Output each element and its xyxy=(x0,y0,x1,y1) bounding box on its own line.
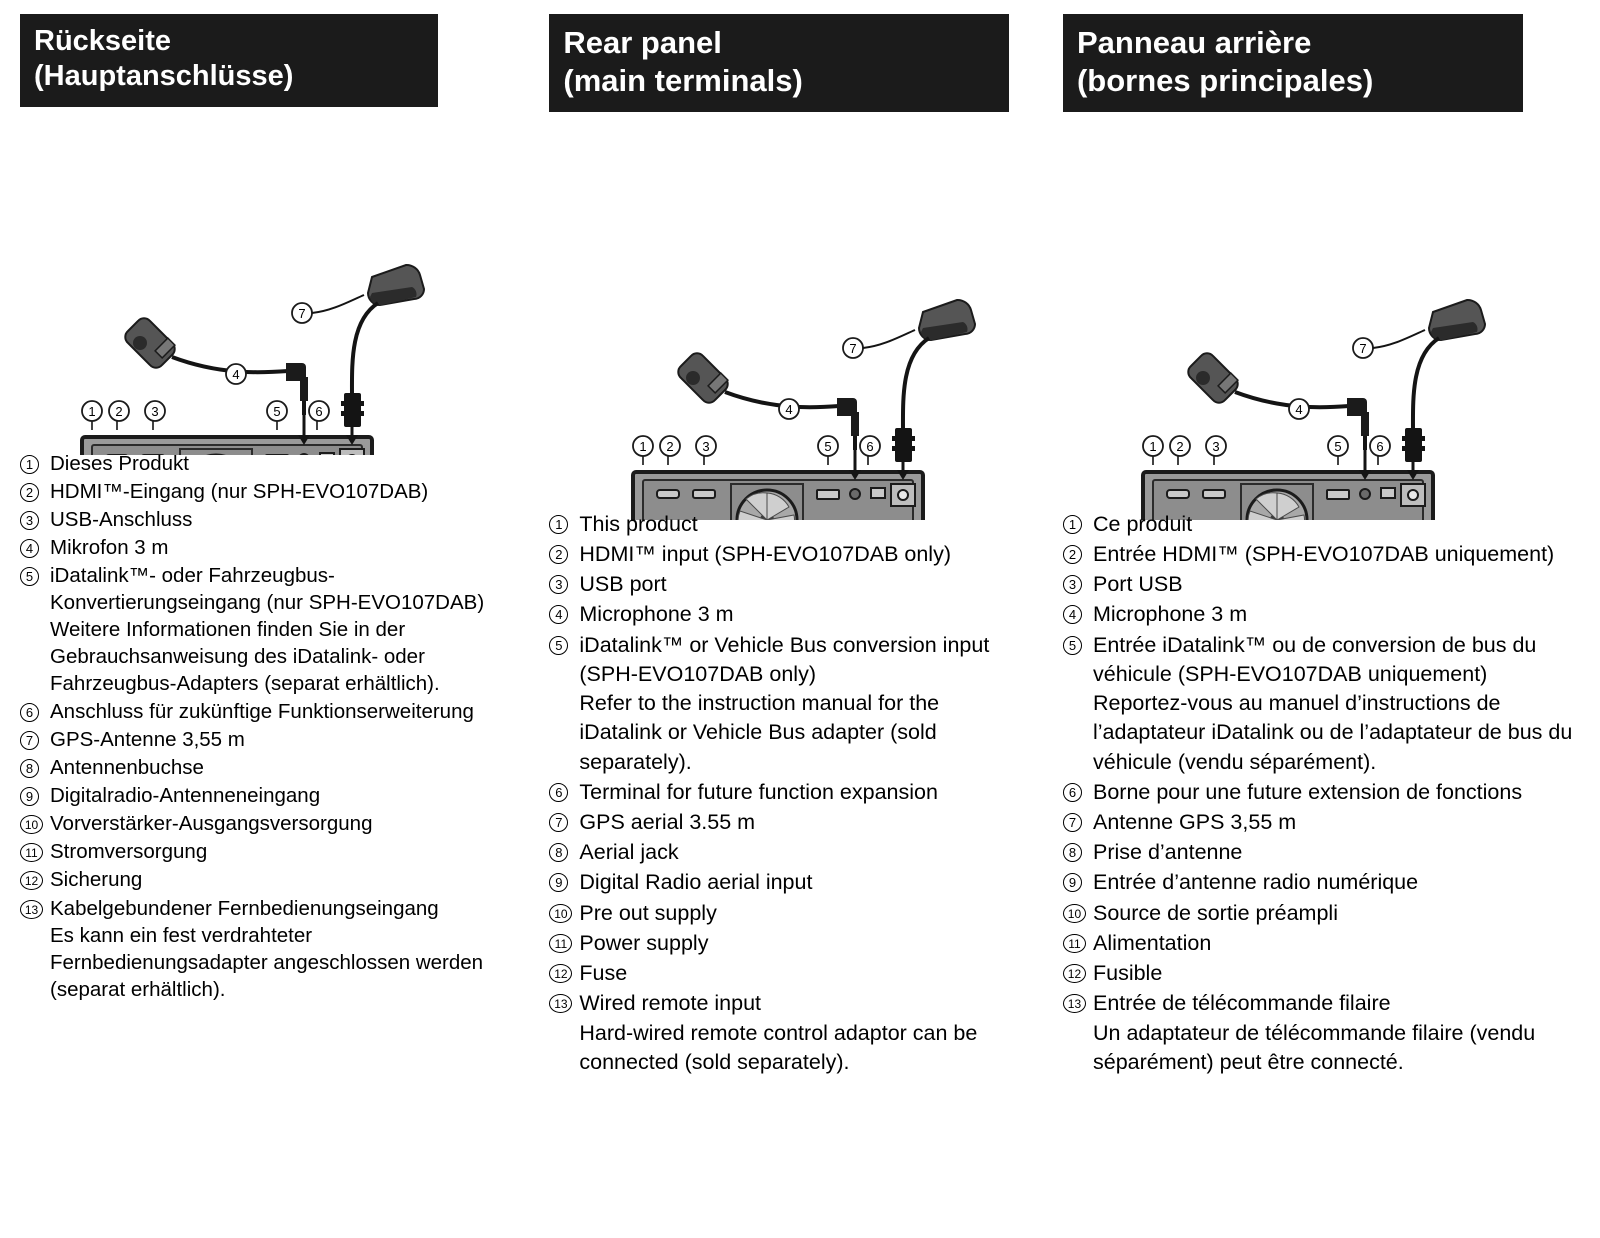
item-text: Terminal for future function expansion xyxy=(579,779,938,804)
item-text: This product xyxy=(579,511,698,536)
list-item xyxy=(1063,838,1580,867)
list-item xyxy=(549,989,1023,1077)
list-item xyxy=(20,506,509,533)
item-number: 2 xyxy=(20,479,44,505)
svg-text:1: 1 xyxy=(639,438,648,454)
section-title-line1: Rückseite xyxy=(34,25,172,57)
item-text: Digitalradio-Antenneneingang xyxy=(50,784,321,808)
list-item xyxy=(1063,540,1580,569)
list-item xyxy=(20,698,509,725)
item-number: 3 xyxy=(1063,571,1087,597)
item-number: 8 xyxy=(1063,839,1087,865)
item-number: 7 xyxy=(1063,809,1087,835)
item-text: iDatalink™ or Vehicle Bus conversion input (SPH-EVO107DAB only) xyxy=(579,632,990,686)
terminal-list-french xyxy=(1063,510,1580,1077)
svg-text:5: 5 xyxy=(1334,438,1342,454)
list-item xyxy=(1063,899,1580,928)
item-text: Prise d’antenne xyxy=(1092,840,1243,865)
gps-antenna-icon xyxy=(368,265,424,305)
section-title-line2: (Hauptanschlüsse) xyxy=(34,60,294,93)
item-text: GPS aerial 3.55 m xyxy=(579,809,756,834)
list-item xyxy=(20,478,509,505)
section-title-line1: Rear panel xyxy=(563,25,722,60)
gps-antenna-icon xyxy=(919,300,975,340)
rear-panel-diagram-german xyxy=(20,125,509,450)
item-text: GPS-Antenne 3,55 m xyxy=(50,728,245,752)
svg-text:3: 3 xyxy=(1212,438,1220,454)
list-item xyxy=(1063,959,1580,988)
list-item xyxy=(20,562,509,697)
gps-cable xyxy=(1413,338,1439,432)
list-item xyxy=(1063,600,1580,629)
svg-text:5: 5 xyxy=(824,438,833,454)
list-item xyxy=(20,450,509,477)
section-title-line2: (bornes principales) xyxy=(1076,62,1374,98)
list-item xyxy=(549,631,1023,777)
item-number: 10 xyxy=(20,811,44,837)
item-number: 11 xyxy=(1063,930,1087,956)
item-number: 5 xyxy=(549,632,573,658)
list-item xyxy=(549,959,1023,988)
item-text: USB-Anschluss xyxy=(50,507,193,531)
item-number: 11 xyxy=(20,839,44,865)
gps-connector xyxy=(1405,428,1422,462)
rear-panel-diagram-english xyxy=(549,130,1023,510)
gps-cable xyxy=(903,338,929,432)
item-text: iDatalink™- oder Fahrzeugbus-Konvertierungseingang (nur SPH-EVO107DAB) xyxy=(50,563,485,614)
list-item xyxy=(20,866,509,893)
svg-text:4: 4 xyxy=(1295,401,1303,417)
section-title-english xyxy=(549,14,1009,112)
gps-antenna-icon xyxy=(1429,300,1485,340)
item-text: Aerial jack xyxy=(579,840,679,865)
item-text: Stromversorgung xyxy=(50,840,208,864)
item-number: 2 xyxy=(549,541,573,567)
microphone-icon xyxy=(125,318,175,367)
item-text: Entrée HDMI™ (SPH-EVO107DAB uniquement) xyxy=(1092,541,1555,566)
terminal-list-german xyxy=(20,450,509,1003)
item-text: Digital Radio aerial input xyxy=(579,870,813,895)
list-item xyxy=(20,726,509,753)
item-number: 13 xyxy=(1063,990,1087,1016)
item-number: 13 xyxy=(549,990,573,1016)
item-number: 3 xyxy=(549,571,573,597)
item-text: Entrée de télécommande filaire xyxy=(1092,991,1391,1016)
svg-text:2: 2 xyxy=(666,438,675,454)
item-number: 2 xyxy=(1063,541,1087,567)
item-subtext: Weitere Informationen finden Sie in der Gebrauchsanweisung des iDatalink- oder Fahrzeugbus-Adapters (separat erhältlich). xyxy=(50,618,440,696)
item-number: 8 xyxy=(549,839,573,865)
list-item xyxy=(20,838,509,865)
item-number: 3 xyxy=(20,507,44,533)
item-text: HDMI™-Eingang (nur SPH-EVO107DAB) xyxy=(50,479,429,503)
svg-text:6: 6 xyxy=(315,403,323,419)
item-text: Antennenbuchse xyxy=(50,756,204,780)
item-number: 1 xyxy=(20,451,44,477)
item-text: Sicherung xyxy=(50,868,143,892)
item-number: 4 xyxy=(549,601,573,627)
item-text: Microphone 3 m xyxy=(1092,602,1248,627)
column-english xyxy=(533,14,1047,1238)
list-item xyxy=(549,808,1023,837)
item-number: 8 xyxy=(20,755,44,781)
list-item xyxy=(20,782,509,809)
item-number: 13 xyxy=(20,896,44,922)
item-text: Mikrofon 3 m xyxy=(50,535,169,559)
item-number: 9 xyxy=(1063,869,1087,895)
rear-panel-diagram-french xyxy=(1063,130,1580,510)
svg-text:3: 3 xyxy=(151,403,159,419)
list-item xyxy=(549,600,1023,629)
microphone-icon xyxy=(1188,353,1238,402)
list-item xyxy=(549,778,1023,807)
item-number: 7 xyxy=(20,727,44,753)
list-item xyxy=(1063,989,1580,1077)
list-item xyxy=(549,838,1023,867)
item-number: 12 xyxy=(1063,960,1087,986)
list-item xyxy=(20,810,509,837)
item-text: Wired remote input xyxy=(579,991,762,1016)
item-text: Source de sortie préampli xyxy=(1092,900,1338,925)
item-number: 12 xyxy=(20,867,44,893)
item-text: Anschluss für zukünftige Funktionserweiterung xyxy=(50,700,474,724)
svg-text:6: 6 xyxy=(1376,438,1384,454)
svg-text:7: 7 xyxy=(1359,340,1367,356)
item-number: 10 xyxy=(549,900,573,926)
svg-text:7: 7 xyxy=(849,340,858,356)
item-number: 11 xyxy=(549,930,573,956)
section-title-german xyxy=(20,14,438,107)
item-subtext: Hard-wired remote control adaptor can be connected (sold separately). xyxy=(579,1020,978,1074)
item-text: Entrée d’antenne radio numérique xyxy=(1092,870,1419,895)
list-item xyxy=(549,868,1023,897)
item-text: Port USB xyxy=(1092,572,1183,597)
gps-cable xyxy=(352,303,378,397)
item-number: 6 xyxy=(1063,779,1087,805)
item-number: 4 xyxy=(20,535,44,561)
item-text: Borne pour une future extension de fonctions xyxy=(1092,779,1523,804)
item-text: Fuse xyxy=(579,961,628,986)
list-item xyxy=(20,895,509,1003)
list-item xyxy=(20,534,509,561)
list-item xyxy=(549,570,1023,599)
section-title-line1: Panneau arrière xyxy=(1076,25,1312,60)
item-text: Alimentation xyxy=(1092,930,1212,955)
item-text: Entrée iDatalink™ ou de conversion de bus du véhicule (SPH-EVO107DAB uniquement) xyxy=(1092,632,1537,686)
item-subtext: Es kann ein fest verdrahteter Fernbedienungsadapter angeschlossen werden (separat erhältlich). xyxy=(50,923,484,1001)
microphone-icon xyxy=(679,353,729,402)
list-item xyxy=(549,929,1023,958)
item-text: Kabelgebundener Fernbedienungseingang xyxy=(50,896,439,920)
list-item xyxy=(549,510,1023,539)
item-subtext: Reportez-vous au manuel d’instructions de l’adaptateur iDatalink ou de l’adaptateur de bus du véhicule (vendu séparément). xyxy=(1092,691,1573,774)
list-item xyxy=(1063,510,1580,539)
item-number: 5 xyxy=(20,563,44,589)
item-text: Antenne GPS 3,55 m xyxy=(1092,809,1297,834)
item-number: 1 xyxy=(549,511,573,537)
item-number: 12 xyxy=(549,960,573,986)
item-number: 1 xyxy=(1063,511,1087,537)
svg-text:5: 5 xyxy=(273,403,281,419)
item-text: Vorverstärker-Ausgangsversorgung xyxy=(50,812,373,836)
svg-text:2: 2 xyxy=(115,403,123,419)
item-number: 9 xyxy=(20,783,44,809)
column-german xyxy=(20,14,533,1238)
list-item xyxy=(1063,570,1580,599)
gps-connector xyxy=(895,428,912,462)
svg-text:6: 6 xyxy=(866,438,875,454)
item-subtext: Refer to the instruction manual for the iDatalink or Vehicle Bus adapter (sold separately). xyxy=(579,691,940,774)
item-text: Dieses Produkt xyxy=(50,451,190,475)
item-text: Fusible xyxy=(1092,961,1163,986)
item-subtext: Un adaptateur de télécommande filaire (vendu séparément) peut être connecté. xyxy=(1092,1020,1536,1074)
item-text: Pre out supply xyxy=(579,900,717,925)
gps-connector xyxy=(344,393,361,427)
list-item xyxy=(20,754,509,781)
svg-text:4: 4 xyxy=(785,401,794,417)
column-french xyxy=(1047,14,1580,1238)
item-number: 10 xyxy=(1063,900,1087,926)
list-item xyxy=(1063,778,1580,807)
list-item xyxy=(549,540,1023,569)
item-number: 6 xyxy=(20,699,44,725)
item-number: 4 xyxy=(1063,601,1087,627)
item-text: Power supply xyxy=(579,930,709,955)
item-text: Microphone 3 m xyxy=(579,602,734,627)
item-number: 6 xyxy=(549,779,573,805)
svg-text:1: 1 xyxy=(1149,438,1157,454)
svg-text:7: 7 xyxy=(298,305,306,321)
svg-text:2: 2 xyxy=(1176,438,1184,454)
list-item xyxy=(1063,631,1580,777)
svg-text:3: 3 xyxy=(702,438,711,454)
list-item xyxy=(1063,808,1580,837)
item-text: HDMI™ input (SPH-EVO107DAB only) xyxy=(579,541,951,566)
terminal-list-english xyxy=(549,510,1023,1077)
list-item xyxy=(1063,868,1580,897)
section-title-french xyxy=(1063,14,1523,112)
item-number: 9 xyxy=(549,869,573,895)
list-item xyxy=(549,899,1023,928)
svg-text:1: 1 xyxy=(88,403,96,419)
svg-text:4: 4 xyxy=(232,366,240,382)
section-title-line2: (main terminals) xyxy=(563,62,803,98)
item-number: 5 xyxy=(1063,632,1087,658)
item-text: Ce produit xyxy=(1092,511,1193,536)
item-text: USB port xyxy=(579,572,667,597)
list-item xyxy=(1063,929,1580,958)
item-number: 7 xyxy=(549,809,573,835)
